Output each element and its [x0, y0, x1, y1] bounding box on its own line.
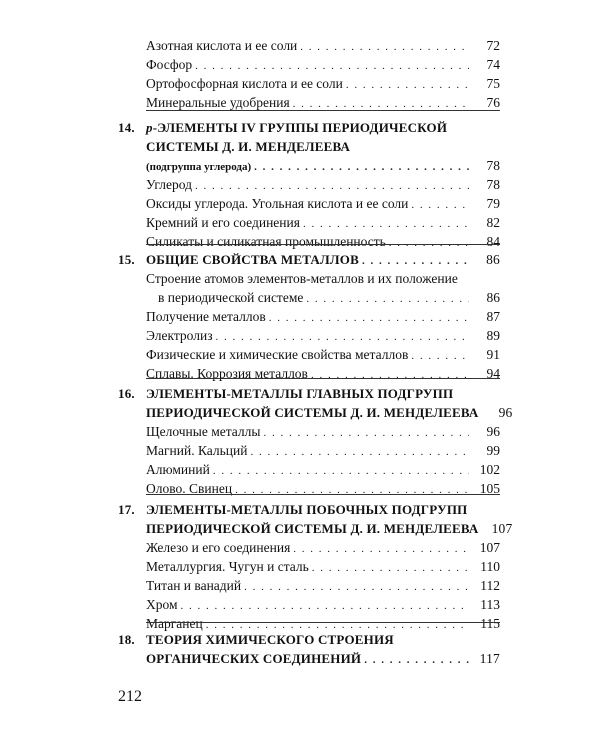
- divider: [146, 110, 500, 111]
- toc-section-continued: [118, 36, 500, 112]
- toc-entry[interactable]: Углерод . . . 78: [118, 175, 500, 194]
- toc-entry[interactable]: Азотная кислота и ее соли . . . 72: [118, 36, 500, 55]
- divider: [146, 622, 500, 623]
- chapter-subtitle[interactable]: (подгруппа углерода) . . . 78: [118, 156, 500, 175]
- toc-chapter-14: [118, 118, 500, 251]
- chapter-number: 15.: [118, 252, 135, 267]
- chapter-heading-cont[interactable]: ПЕРИОДИЧЕСКОЙ СИСТЕМЫ Д. И. МЕНДЕЛЕЕВА 107: [146, 521, 513, 536]
- toc-entry[interactable]: Минеральные удобрения . . . 76: [118, 93, 500, 112]
- toc-entry[interactable]: Металлургия. Чугун и сталь . . . 110: [118, 557, 500, 576]
- chapter-heading[interactable]: 17. ЭЛЕМЕНТЫ-МЕТАЛЛЫ ПОБОЧНЫХ ПОДГРУПП: [118, 502, 468, 517]
- page-number: 212: [118, 688, 142, 705]
- chapter-heading-cont[interactable]: ПЕРИОДИЧЕСКОЙ СИСТЕМЫ Д. И. МЕНДЕЛЕЕВА 96: [146, 405, 513, 420]
- toc-entry[interactable]: Электролиз . . . 89: [118, 326, 500, 345]
- chapter-heading[interactable]: 14. p-ЭЛЕМЕНТЫ IV ГРУППЫ ПЕРИОДИЧЕСКОЙ: [118, 120, 448, 135]
- toc-entry[interactable]: Магний. Кальций . . . 99: [118, 441, 500, 460]
- chapter-number: 14.: [118, 120, 135, 135]
- toc-entry[interactable]: Хром . . . 113: [118, 595, 500, 614]
- toc-chapter-17: [118, 500, 513, 633]
- toc-entry[interactable]: Сплавы. Коррозия металлов . . . 94: [118, 364, 500, 383]
- toc-entry[interactable]: Строение атомов элементов-металлов и их положение: [146, 271, 458, 286]
- divider: [146, 378, 500, 379]
- chapter-number: 16.: [118, 386, 135, 401]
- toc-entry[interactable]: в периодической системе . . . 86: [118, 288, 500, 307]
- chapter-heading-cont[interactable]: СИСТЕМЫ Д. И. МЕНДЕЛЕЕВА: [146, 139, 351, 154]
- divider: [146, 244, 500, 245]
- toc-entry[interactable]: Получение металлов . . . 87: [118, 307, 500, 326]
- toc-entry[interactable]: Марганец . . . 115: [118, 614, 500, 633]
- toc-entry[interactable]: Ортофосфорная кислота и ее соли . . . 75: [118, 74, 500, 93]
- toc-entry[interactable]: Фосфор . . . 74: [118, 55, 500, 74]
- chapter-number: 18.: [118, 632, 135, 647]
- chapter-heading[interactable]: 15. ОБЩИЕ СВОЙСТВА МЕТАЛЛОВ . . . 86: [118, 250, 500, 269]
- toc-entry[interactable]: Титан и ванадий . . . 112: [118, 576, 500, 595]
- toc-entry[interactable]: Щелочные металлы . . . 96: [118, 422, 500, 441]
- toc-entry[interactable]: Физические и химические свойства металлов . . . 91: [118, 345, 500, 364]
- toc-entry[interactable]: Силикаты и силикатная промышленность . . . 84: [118, 232, 500, 251]
- toc-entry[interactable]: Оксиды углерода. Угольная кислота и ее соли . . . 79: [118, 194, 500, 213]
- toc-entry[interactable]: Железо и его соединения . . . 107: [118, 538, 500, 557]
- toc-chapter-16: [118, 384, 513, 498]
- divider: [146, 494, 500, 495]
- chapter-heading[interactable]: 18. ТЕОРИЯ ХИМИЧЕСКОГО СТРОЕНИЯ: [118, 632, 394, 647]
- chapter-heading-cont[interactable]: ОРГАНИЧЕСКИХ СОЕДИНЕНИЙ . . . 117: [118, 649, 500, 668]
- chapter-heading[interactable]: 16. ЭЛЕМЕНТЫ-МЕТАЛЛЫ ГЛАВНЫХ ПОДГРУПП: [118, 386, 454, 401]
- toc-entry[interactable]: Кремний и его соединения . . . 82: [118, 213, 500, 232]
- toc-entry[interactable]: Алюминий . . . 102: [118, 460, 500, 479]
- toc-chapter-18: [118, 630, 500, 668]
- chapter-number: 17.: [118, 502, 135, 517]
- toc-chapter-15: [118, 250, 500, 383]
- toc-entry[interactable]: Олово. Свинец . . . 105: [118, 479, 500, 498]
